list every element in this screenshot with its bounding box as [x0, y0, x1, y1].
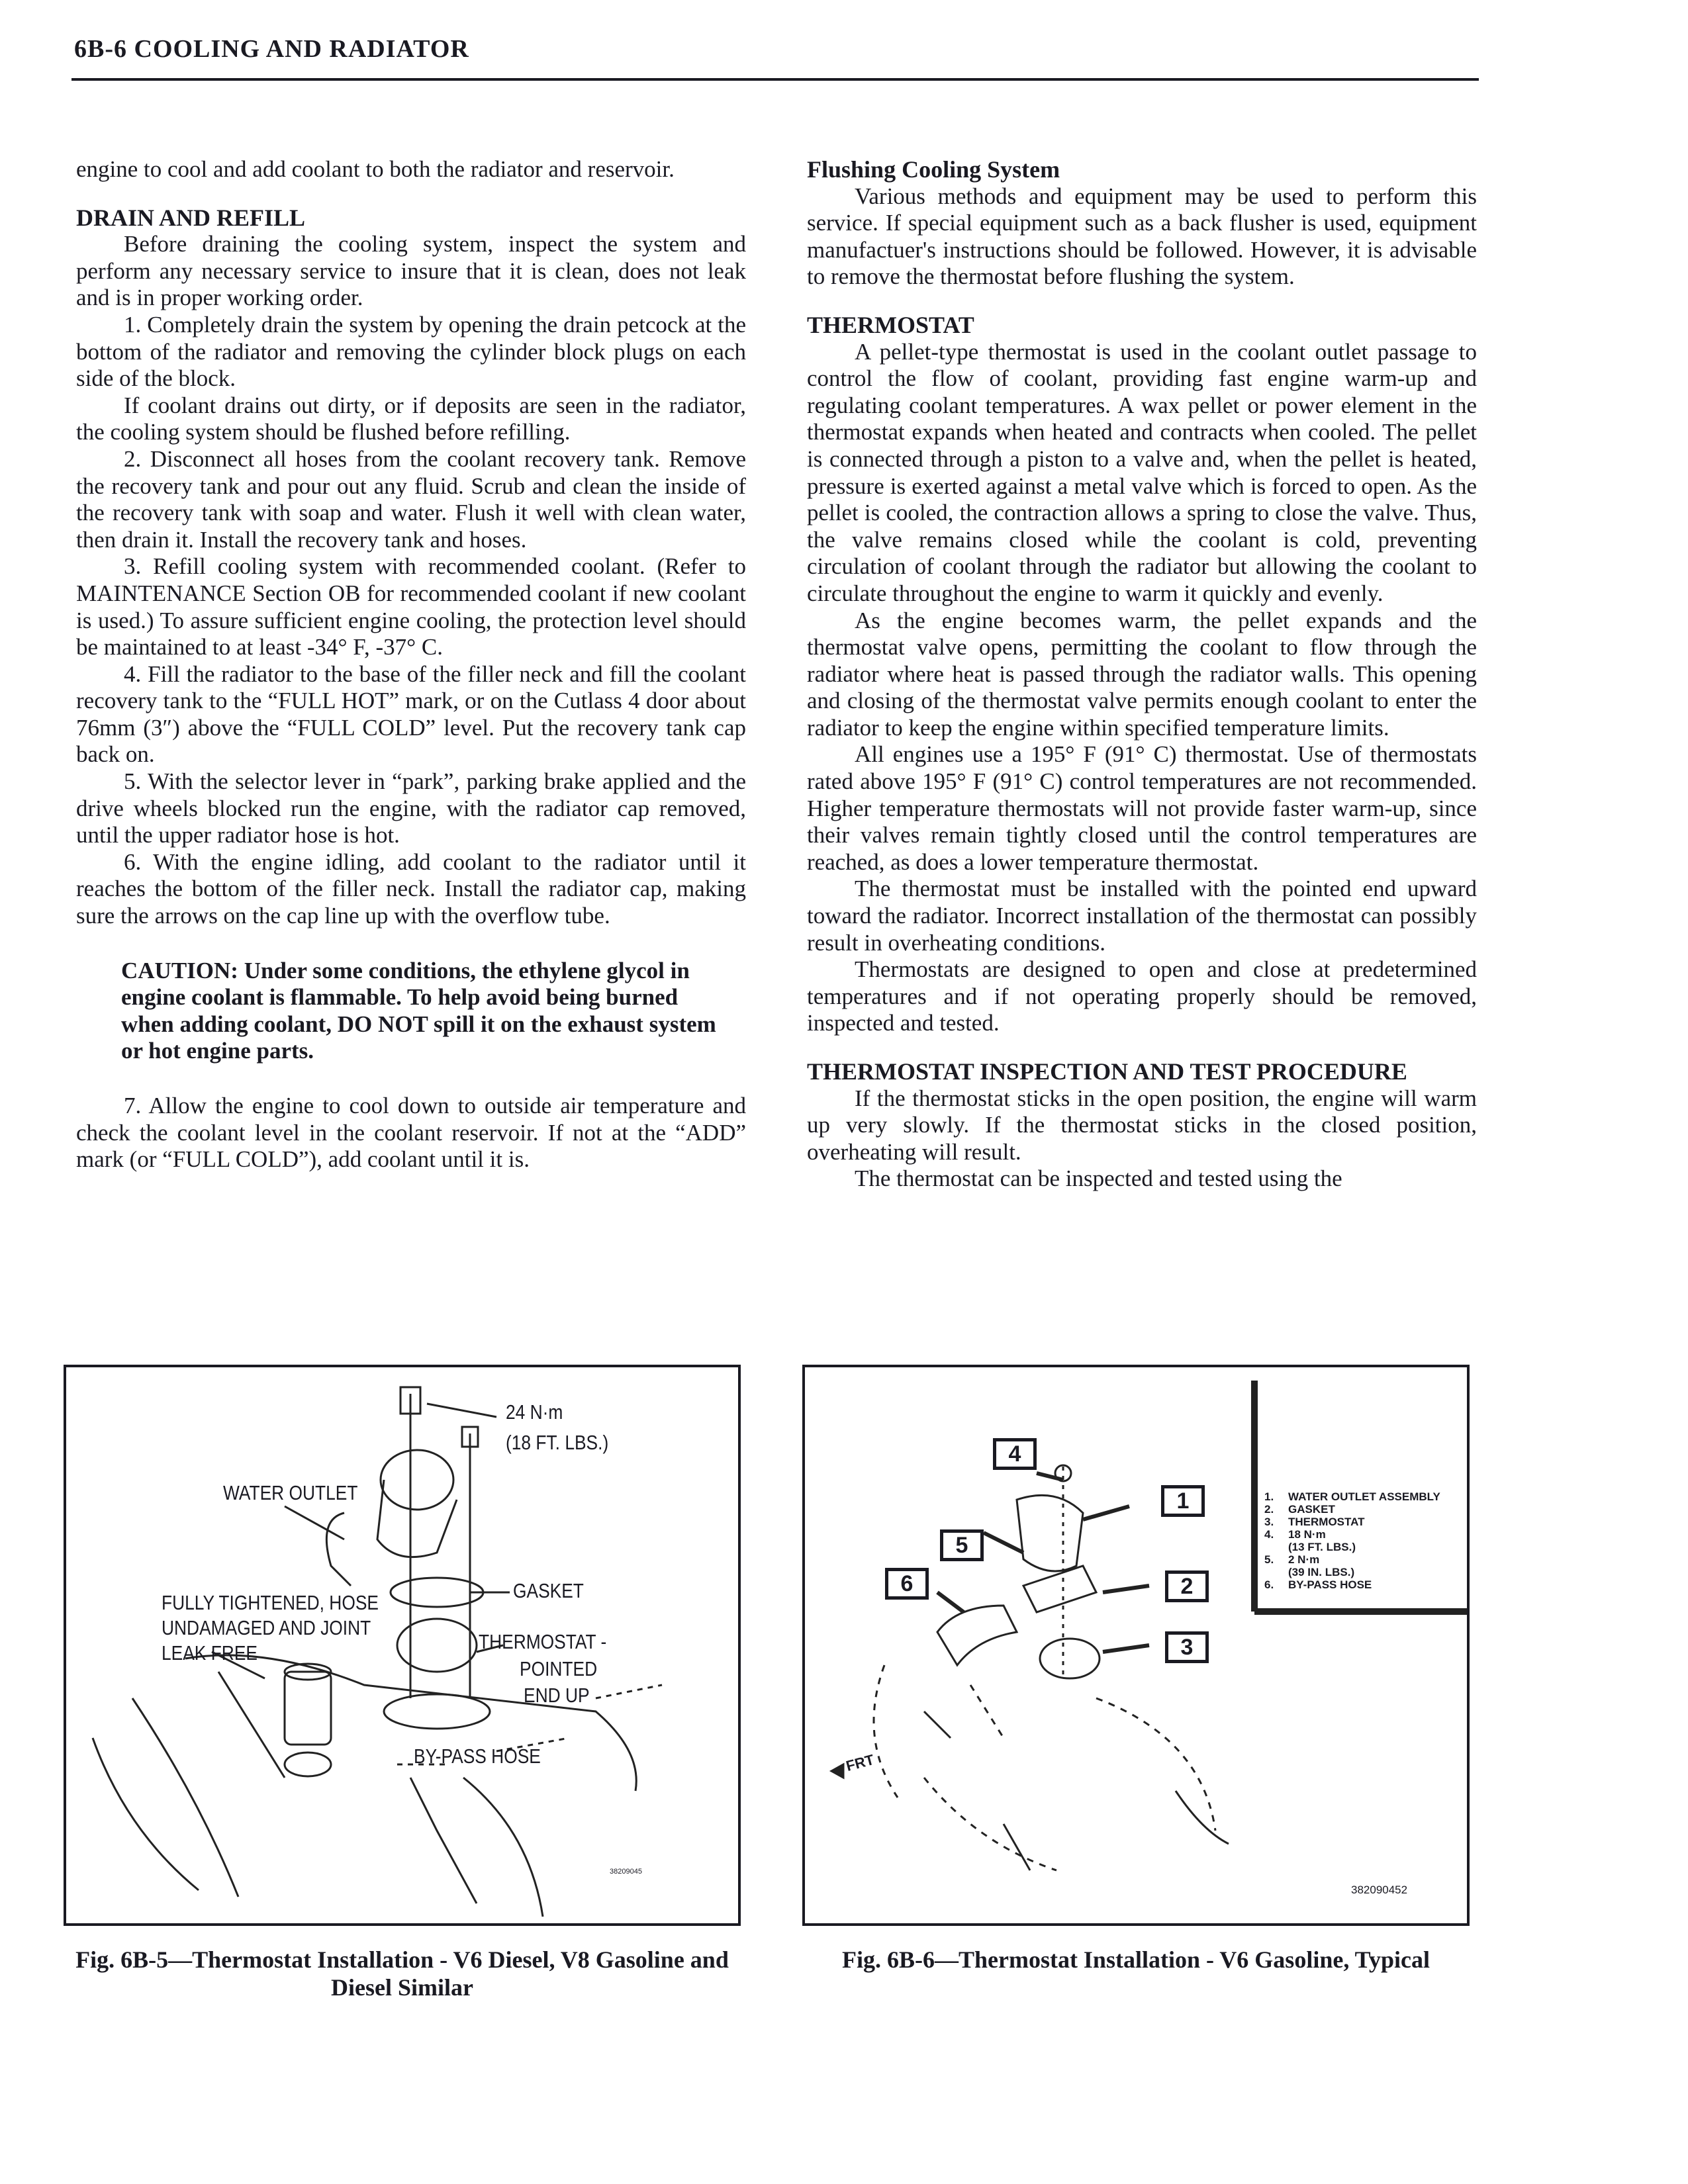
- hose-note-line2: UNDAMAGED AND JOINT: [162, 1616, 371, 1639]
- legend-item: 1. WATER OUTLET ASSEMBLY: [1264, 1490, 1440, 1503]
- page-header: 6B-6 COOLING AND RADIATOR: [74, 35, 469, 63]
- paragraph: If coolant drains out dirty, or if deposits are seen in the radiator, the cooling system should be flushed before refilling.: [76, 392, 746, 445]
- callout-4: 4: [993, 1438, 1037, 1470]
- hose-note-line3: LEAK FREE: [162, 1641, 258, 1664]
- step-6: 6. With the engine idling, add coolant to the radiator until it reaches the bottom of the filler neck. Install the radiator cap, making sure the arrows on the cap line up with the overflow tube.: [76, 848, 746, 929]
- legend-item: (13 FT. LBS.): [1288, 1541, 1356, 1553]
- step-5: 5. With the selector lever in “park”, parking brake applied and the drive wheels blocked run the engine, with the radiator cap removed, until the upper radiator hose is hot.: [76, 768, 746, 848]
- callout-1: 1: [1161, 1485, 1205, 1517]
- step-2: 2. Disconnect all hoses from the coolant recovery tank. Remove the recovery tank and pour out any fluid. Scrub and clean the inside of the recovery tank with soap and water. Flush it well with clean water, then drain it. Install the recovery tank and hoses.: [76, 445, 746, 553]
- legend-item: 5. 2 N·m: [1264, 1553, 1320, 1566]
- intro-paragraph: engine to cool and add coolant to both the radiator and reservoir.: [76, 156, 675, 182]
- paragraph: The thermostat must be installed with the pointed end upward toward the radiator. Incorrect installation of the thermostat can possibly result in overheating conditions.: [807, 876, 1477, 956]
- callout-3: 3: [1165, 1631, 1209, 1663]
- hose-note-line1: FULLY TIGHTENED, HOSE: [162, 1591, 379, 1614]
- legend-item: 4. 18 N·m: [1264, 1528, 1326, 1541]
- figure-6b-5-caption: Fig. 6B-5—Thermostat Installation - V6 Diesel, V8 Gasoline and Diesel Similar: [75, 1946, 729, 2001]
- paragraph: Various methods and equipment may be used to perform this service. If special equipment such as a back flusher is used, equipment manufactuer's instructions should be followed. However, it is advisable to remove the thermostat before flushing the system.: [807, 183, 1477, 290]
- legend-item: 2. GASKET: [1264, 1503, 1335, 1516]
- section-heading-thermostat: THERMOSTAT: [807, 311, 974, 338]
- section-heading-drain-refill: DRAIN AND REFILL: [76, 204, 306, 231]
- water-outlet-label: WATER OUTLET: [223, 1481, 358, 1504]
- paragraph: If the thermostat sticks in the open position, the engine will warm up very slowly. If the thermostat sticks in the closed position, overheating will result.: [807, 1085, 1477, 1165]
- paragraph: Thermostats are designed to open and close at predetermined temperatures and if not operating properly should be removed, inspected and tested.: [807, 956, 1477, 1036]
- torque-label: 24 N·m: [506, 1400, 563, 1424]
- step-4: 4. Fill the radiator to the base of the filler neck and fill the coolant recovery tank to the “FULL HOT” mark, or on the Cutlass 4 door about 76mm (3″) above the “FULL COLD” level. Put the recovery tank cap back on.: [76, 660, 746, 768]
- figure-code: 38209045: [610, 1868, 642, 1876]
- callout-6: 6: [885, 1568, 929, 1600]
- gasket-label: GASKET: [513, 1579, 584, 1602]
- legend-item: 3. THERMOSTAT: [1264, 1516, 1365, 1528]
- thermostat-label-line2: POINTED: [520, 1657, 598, 1680]
- paragraph: Before draining the cooling system, inspect the system and perform any necessary service to insure that it is clean, does not leak and is in proper working order.: [76, 231, 746, 311]
- thermostat-label-line1: THERMOSTAT -: [479, 1630, 607, 1653]
- callout-5: 5: [940, 1529, 984, 1561]
- paragraph: The thermostat can be inspected and tested using the: [855, 1165, 1342, 1192]
- left-column: [76, 156, 746, 1173]
- bypass-hose-label: BY-PASS HOSE: [414, 1745, 541, 1768]
- header-rule: [71, 78, 1479, 81]
- caution-note: CAUTION: Under some conditions, the ethylene glycol in engine coolant is flammable. To help avoid being burned when adding coolant, DO NOT spill it on the exhaust system or hot engine parts.: [121, 957, 716, 1064]
- step-3: 3. Refill cooling system with recommended coolant. (Refer to MAINTENANCE Section OB for recommended coolant if new coolant is used.) To assure sufficient engine cooling, the protection level should be maintained to at least -34° F, -37° C.: [76, 553, 746, 660]
- section-heading-inspection: THERMOSTAT INSPECTION AND TEST PROCEDURE: [807, 1058, 1407, 1085]
- torque-ft-label: (18 FT. LBS.): [506, 1431, 609, 1454]
- callout-2: 2: [1165, 1570, 1209, 1602]
- thermostat-installation-v6-drawing: [805, 1367, 1470, 1926]
- paragraph: As the engine becomes warm, the pellet expands and the thermostat valve opens, permitting the coolant to flow through the radiator where heat is passed through the radiator walls. This opening and closing of the thermostat valve permits enough coolant to enter the radiator to keep the engine within specified temperature limits.: [807, 607, 1477, 741]
- paragraph: A pellet-type thermostat is used in the coolant outlet passage to control the flow of coolant, providing fast engine warm-up and regulating coolant temperatures. A wax pellet or power element in the thermostat expands when heated and contracts when cooled. The pellet is connected through a piston to a valve and, when the pellet is heated, pressure is exerted against a metal valve which is forced to open. As the pellet is cooled, the contraction allows a spring to close the valve. Thus, the valve remains closed while the coolant is cold, preventing circulation of coolant through the radiator but allowing the coolant to circulate throughout the engine to warm it quickly and evenly.: [807, 338, 1477, 606]
- step-7: 7. Allow the engine to cool down to outside air temperature and check the coolant level in the coolant reservoir. If not at the “ADD” mark (or “FULL COLD”), add coolant until it is.: [76, 1093, 746, 1173]
- legend-item: (39 IN. LBS.): [1288, 1566, 1355, 1578]
- figure-6b-6-caption: Fig. 6B-6—Thermostat Installation - V6 Gasoline, Typical: [841, 1946, 1430, 1973]
- figure-legend: [1264, 1490, 1440, 1591]
- thermostat-label-line3: END UP: [524, 1684, 590, 1707]
- right-column: [807, 156, 1477, 1193]
- front-arrow-label: FRT: [844, 1751, 876, 1775]
- figure-code: 382090452: [1351, 1884, 1408, 1896]
- paragraph: All engines use a 195° F (91° C) thermostat. Use of thermostats rated above 195° F (91° C) control temperatures are not recommended. Higher temperature thermostats will not provide faster warm-up, since their valves remain tightly closed until the control temperatures are reached, as does a lower temperature thermostat.: [807, 741, 1477, 875]
- figure-6b-6: [802, 1365, 1470, 1926]
- section-heading-flushing: Flushing Cooling System: [807, 156, 1060, 183]
- figure-6b-5: [64, 1365, 741, 1926]
- step-1: 1. Completely drain the system by opening the drain petcock at the bottom of the radiator and removing the cylinder block plugs on each side of the block.: [76, 311, 746, 392]
- legend-item: 6. BY-PASS HOSE: [1264, 1578, 1372, 1591]
